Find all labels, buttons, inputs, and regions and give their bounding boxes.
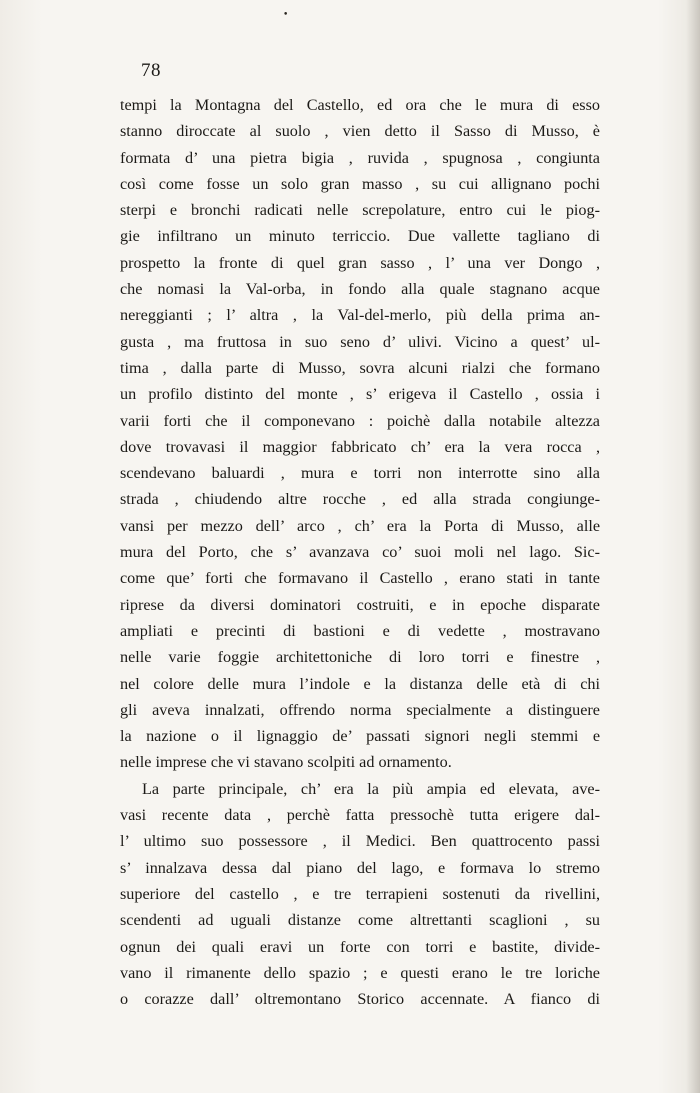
- text-line: nel colore delle mura l’indole e la distanza delle età di chi: [120, 674, 600, 693]
- text-line: vansi per mezzo dell’ arco , ch’ era la Porta di Musso, alle: [120, 516, 600, 535]
- text-line: gusta , ma fruttosa in suo seno d’ ulivi. Vicino a quest’ ul-: [120, 332, 600, 351]
- text-line: formata d’ una pietra bigia , ruvida , spugnosa , congiunta: [120, 148, 600, 167]
- text-line: tima , dalla parte di Musso, sovra alcuni rialzi che formano: [120, 358, 600, 377]
- text-line: ampliati e precinti di bastioni e di vedette , mostravano: [120, 621, 600, 640]
- text-line: strada , chiudendo altre rocche , ed alla strada congiunge-: [120, 490, 600, 509]
- text-line: ognun dei quali eravi un forte con torri e bastite, divide-: [120, 937, 600, 956]
- text-line: così come fosse un solo gran masso , su cui allignano pochi: [120, 174, 600, 193]
- text-line: riprese da diversi dominatori costruiti, e in epoche disparate: [120, 595, 600, 614]
- paragraph: [120, 92, 600, 776]
- text-line: che nomasi la Val-orba, in fondo alla quale stagnano acque: [120, 280, 600, 299]
- text-line: gli aveva innalzati, offrendo norma specialmente a distinguere: [120, 700, 600, 719]
- text-line: prospetto la fronte di quel gran sasso , l’ una ver Dongo ,: [120, 253, 600, 272]
- text-line: vasi recente data , perchè fatta pressochè tutta erigere dal-: [120, 806, 600, 825]
- text-line: scendevano baluardi , mura e torri non interrotte sino alla: [120, 464, 600, 483]
- paragraph: [120, 776, 600, 1013]
- page-number: 78: [141, 60, 161, 81]
- text-line: vano il rimanente dello spazio ; e questi erano le tre loriche: [120, 963, 600, 982]
- text-line: gie infiltrano un minuto terriccio. Due vallette tagliano di: [120, 227, 600, 246]
- page-edge-shadow: [686, 0, 700, 1093]
- text-line: scendenti ad uguali distanze come altrettanti scaglioni , su: [120, 911, 600, 930]
- top-mark: •: [283, 10, 289, 20]
- text-line: l’ ultimo suo possessore , il Medici. Ben quattrocento passi: [120, 832, 600, 851]
- text-line: mura del Porto, che s’ avanzava co’ suoi moli nel lago. Sic-: [120, 543, 600, 562]
- text-line: nereggianti ; l’ altra , la Val-del-merlo, più della prima an-: [120, 306, 600, 325]
- text-line: o corazze dall’ oltremontano Storico accennate. A fianco di: [120, 990, 600, 1009]
- text-line: La parte principale, ch’ era la più ampia ed elevata, ave-: [142, 779, 600, 798]
- body-text: [120, 92, 600, 1012]
- text-line: dove trovavasi il maggior fabbricato ch’ era la vera rocca ,: [120, 437, 600, 456]
- text-line: la nazione o il lignaggio de’ passati signori negli stemmi e: [120, 727, 600, 746]
- text-line: sterpi e bronchi radicati nelle screpolature, entro cui le piog-: [120, 201, 600, 220]
- text-line: s’ innalzava dessa dal piano del lago, e formava lo stremo: [120, 858, 600, 877]
- text-line: un profilo distinto del monte , s’ erigeva il Castello , ossia i: [120, 385, 600, 404]
- text-line: nelle varie foggie architettoniche di loro torri e finestre ,: [120, 648, 600, 667]
- text-line: varii forti che il componevano : poichè dalla notabile altezza: [120, 411, 600, 430]
- text-line: come que’ forti che formavano il Castello , erano stati in tante: [120, 569, 600, 588]
- text-line: nelle imprese che vi stavano scolpiti ad ornamento.: [120, 753, 452, 772]
- text-line: tempi la Montagna del Castello, ed ora che le mura di esso: [120, 96, 600, 114]
- text-line: superiore del castello , e tre terrapieni sostenuti da rivellini,: [120, 884, 600, 903]
- text-line: stanno diroccate al suolo , vien detto il Sasso di Musso, è: [120, 122, 600, 141]
